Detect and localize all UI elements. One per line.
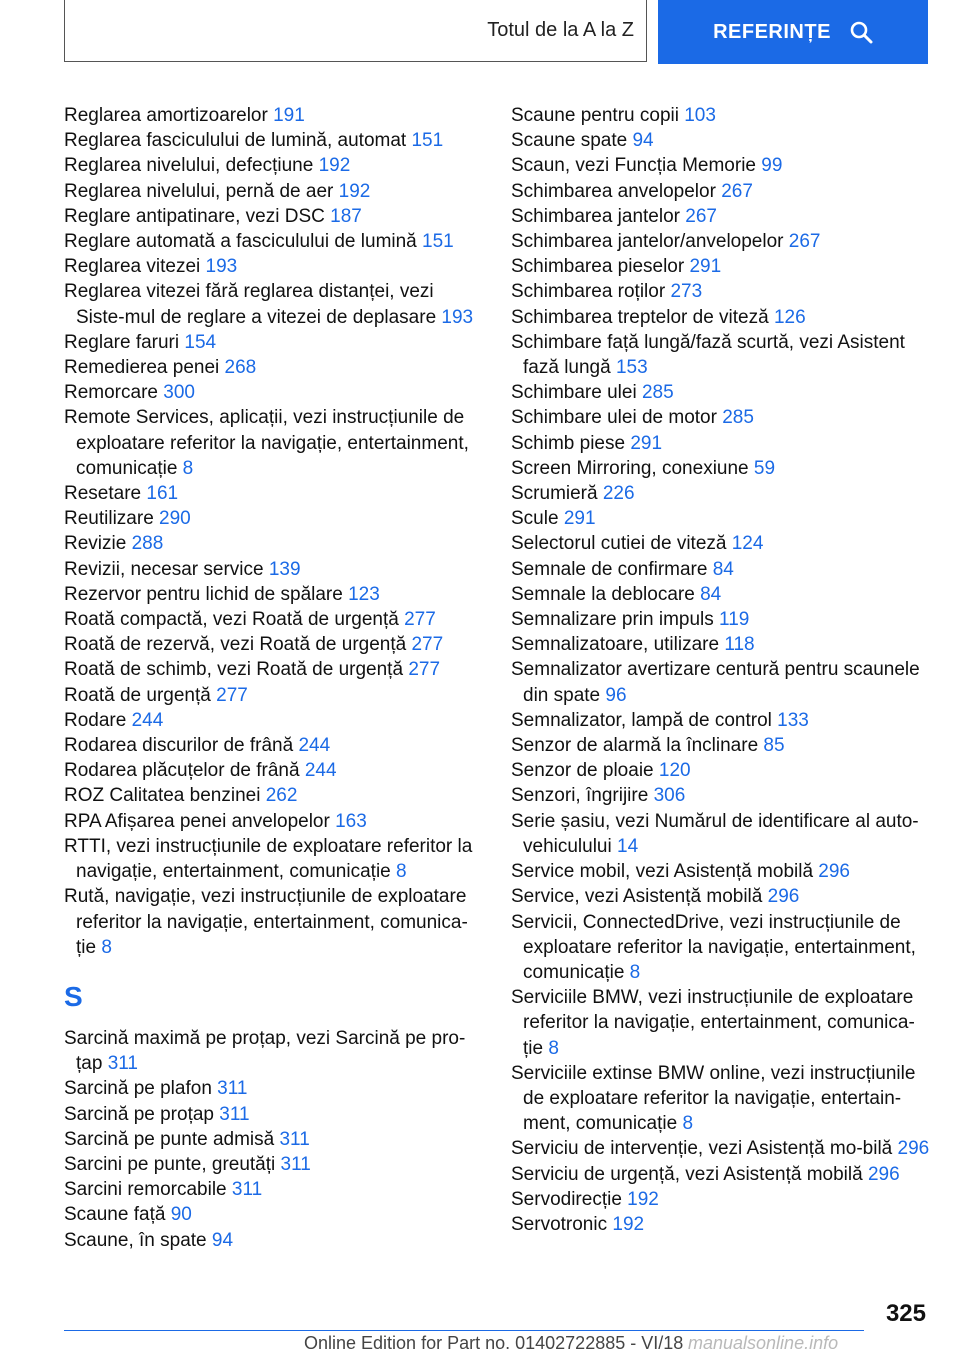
index-entry-text: Revizii, necesar service — [64, 558, 269, 580]
edition-text: Online Edition for Part no. 01402722885 - VI/18 — [304, 1333, 684, 1353]
index-entry — [511, 1061, 931, 1137]
index-entry — [511, 1212, 931, 1237]
page-reference-link[interactable]: 124 — [731, 533, 764, 555]
page-reference-link[interactable]: 85 — [763, 735, 785, 757]
index-entry — [64, 405, 484, 481]
index-entry — [511, 1136, 931, 1161]
index-entry — [64, 1152, 484, 1177]
page-reference-link[interactable]: 291 — [689, 256, 722, 278]
page-reference-link[interactable]: 244 — [304, 760, 337, 782]
page-reference-link[interactable]: 84 — [712, 558, 734, 580]
search-icon[interactable] — [849, 20, 873, 44]
index-entry — [64, 834, 484, 884]
page-reference-link[interactable]: 277 — [404, 609, 436, 631]
index-entry-text: Reutilizare — [64, 508, 160, 530]
index-entry — [64, 1177, 484, 1202]
index-entry — [511, 1187, 931, 1212]
index-entry — [64, 128, 484, 153]
index-entry — [64, 229, 484, 254]
page-reference-link[interactable]: 192 — [627, 1188, 659, 1210]
index-list-r — [64, 103, 484, 960]
index-entry-text: Reglarea vitezei fără reglarea distanței, vezi Siste-mul de reglare a vitezei de deplasare — [64, 281, 442, 328]
page-reference-link[interactable]: 311 — [217, 1078, 248, 1100]
index-entry-text: Serviciile BMW, vezi instrucțiunile de exploatare referitor la navigație, entertainment, comunica-ție — [511, 987, 915, 1059]
page-reference-link[interactable]: 94 — [632, 130, 654, 152]
page-reference-link[interactable]: 306 — [653, 785, 686, 807]
page-reference-link[interactable]: 8 — [101, 936, 112, 958]
index-entry-text: Service, vezi Asistență mobilă — [511, 886, 768, 908]
page-reference-link[interactable]: 296 — [897, 1138, 930, 1160]
page-reference-link[interactable]: 267 — [721, 180, 753, 202]
index-entry — [511, 153, 931, 178]
index-entry — [64, 330, 484, 355]
index-entry-text: Reglarea nivelului, pernă de aer — [64, 180, 339, 202]
page-reference-link[interactable]: 118 — [724, 634, 755, 656]
page-reference-link[interactable]: 244 — [298, 735, 331, 757]
index-entry-text: Sarcini remorcabile — [64, 1179, 232, 1201]
index-entry — [64, 1202, 484, 1227]
index-entry — [64, 179, 484, 204]
index-entry-text: Rodarea plăcuțelor de frână — [64, 760, 305, 782]
index-entry-text: Scaune, în spate — [64, 1229, 212, 1251]
index-entry-text: Remorcare — [64, 382, 164, 404]
index-entry-text: RPA Afișarea penei anvelopelor — [64, 810, 336, 832]
page-reference-link[interactable]: 300 — [163, 382, 195, 404]
index-entry-text: Sarcină pe proțap — [64, 1103, 220, 1125]
page-reference-link[interactable]: 285 — [641, 382, 674, 404]
page-reference-link[interactable]: 8 — [548, 1037, 559, 1059]
index-entry — [511, 179, 931, 204]
index-entry-text: Schimbarea treptelor de viteză — [511, 306, 774, 328]
page-reference-link[interactable]: 296 — [867, 1163, 900, 1185]
page-reference-link[interactable]: 151 — [411, 130, 444, 152]
page-reference-link[interactable]: 277 — [411, 634, 444, 656]
index-entry-text: Semnalizatoare, utilizare — [511, 634, 725, 656]
index-entry — [64, 582, 484, 607]
index-entry-text: Sarcină pe punte admisă — [64, 1128, 280, 1150]
index-entry-text: Sarcini pe punte, greutăți — [64, 1153, 281, 1175]
page-reference-link[interactable]: 192 — [338, 180, 371, 202]
index-entry-text: Roată de schimb, vezi Roată de urgență — [64, 659, 409, 681]
index-column-right — [511, 103, 931, 1237]
section-letter: S — [64, 980, 83, 1012]
page-number: 325 — [885, 1300, 926, 1327]
index-entry-text: Semnale de confirmare — [511, 558, 713, 580]
index-entry — [64, 204, 484, 229]
index-entry — [511, 607, 931, 632]
index-entry-text: Sarcină maximă pe proțap, vezi Sarcină pe pro-țap — [64, 1027, 466, 1075]
index-entry — [64, 153, 484, 178]
index-entry — [511, 254, 931, 279]
index-entry — [64, 884, 484, 960]
page-reference-link[interactable]: 103 — [684, 105, 716, 126]
index-entry — [64, 1102, 484, 1127]
index-entry — [511, 330, 931, 380]
index-entry-text: Reglare antipatinare, vezi DSC — [64, 205, 331, 227]
page-reference-link[interactable]: 244 — [131, 709, 164, 731]
page-reference-link[interactable]: 192 — [318, 155, 351, 177]
index-entry-text: Reglare automată a fasciculului de lumină — [64, 231, 423, 253]
index-entry — [64, 758, 484, 783]
index-entry-text: Roată de rezervă, vezi Roată de urgență — [64, 634, 412, 656]
index-entry — [64, 733, 484, 758]
index-entry — [64, 683, 484, 708]
watermark: manualsonline.info — [688, 1333, 839, 1353]
index-column-left — [64, 103, 484, 1253]
index-entry — [511, 632, 931, 657]
index-entry — [511, 128, 931, 153]
index-entry — [511, 809, 931, 859]
index-entry-text: ROZ Calitatea benzinei — [64, 785, 266, 807]
footer-divider — [64, 1330, 864, 1331]
index-entry-text: Scaune pentru copii — [511, 105, 685, 126]
page-reference-link[interactable]: 311 — [280, 1153, 311, 1175]
page-reference-link[interactable]: 119 — [719, 609, 750, 631]
page-reference-link[interactable]: 262 — [265, 785, 298, 807]
page-reference-link[interactable]: 226 — [602, 483, 635, 505]
page-reference-link[interactable]: 277 — [216, 684, 248, 706]
page-reference-link[interactable]: 311 — [231, 1179, 263, 1201]
index-entry — [64, 1228, 484, 1253]
index-entry-text: Revizie — [64, 533, 132, 555]
index-entry-text: Semnale la deblocare — [511, 583, 701, 605]
index-entry — [64, 380, 484, 405]
index-entry-text: Schimb piese — [511, 432, 631, 454]
index-entry-text: Scaun, vezi Funcția Memorie — [511, 155, 762, 177]
index-entry-text: Senzor de ploaie — [511, 760, 659, 782]
index-entry-text: Selectorul cutiei de viteză — [511, 533, 732, 555]
index-entry — [511, 733, 931, 758]
index-entry — [511, 456, 931, 481]
index-entry — [64, 557, 484, 582]
page-reference-link[interactable]: 120 — [658, 760, 691, 782]
page-reference-link[interactable]: 90 — [170, 1204, 192, 1226]
index-entry — [511, 582, 931, 607]
page-reference-link[interactable]: 8 — [396, 861, 407, 883]
index-entry-text: Serviciu de intervenție, vezi Asistență mo-bilă — [511, 1138, 898, 1160]
index-entry-text: Service mobil, vezi Asistență mobilă — [511, 861, 819, 883]
index-entry-text: Rodarea discurilor de frână — [64, 735, 299, 757]
index-entry — [511, 758, 931, 783]
index-entry-text: RTTI, vezi instrucțiunile de exploatare referitor la navigație, entertainment, comunicație — [64, 835, 473, 883]
index-entry-text: Reglarea amortizoarelor — [64, 105, 274, 126]
index-entry-text: Rodare — [64, 709, 132, 731]
page-reference-link[interactable]: 153 — [615, 357, 648, 379]
page-reference-link[interactable]: 163 — [335, 810, 367, 832]
index-entry-text: Screen Mirroring, conexiune — [511, 457, 754, 479]
index-entry-text: Schimbare ulei de motor — [511, 407, 723, 429]
page-reference-link[interactable]: 126 — [773, 306, 806, 328]
index-entry — [511, 279, 931, 304]
tab-references[interactable] — [658, 0, 928, 64]
index-entry-text: Schimbare ulei — [511, 382, 642, 404]
index-entry-text: Roată compactă, vezi Roată de urgență — [64, 609, 405, 631]
index-entry — [511, 481, 931, 506]
index-entry — [511, 859, 931, 884]
index-entry-text: Rută, navigație, vezi instrucțiunile de exploatare referitor la navigație, entertainment, comunica-ție — [64, 886, 468, 958]
page-reference-link[interactable]: 8 — [182, 457, 194, 479]
index-entry-text: Sarcină pe plafon — [64, 1078, 218, 1100]
index-entry-text: Remedierea penei — [64, 357, 225, 379]
tab-index-a-z[interactable] — [64, 0, 647, 62]
index-entry — [64, 1076, 484, 1101]
page-reference-link[interactable]: 139 — [268, 558, 301, 580]
index-entry-text: Schimbarea jantelor — [511, 205, 686, 227]
index-entry — [511, 506, 931, 531]
page-reference-link[interactable]: 311 — [219, 1103, 250, 1125]
index-entry — [511, 1162, 931, 1187]
index-entry — [64, 103, 484, 128]
page-reference-link[interactable]: 193 — [205, 256, 238, 278]
page-reference-link[interactable]: 291 — [563, 508, 596, 530]
page-reference-link[interactable]: 191 — [273, 105, 305, 126]
tab-references-label: REFERINȚE — [713, 20, 831, 43]
page-reference-link[interactable]: 94 — [211, 1229, 234, 1251]
index-entry — [511, 531, 931, 556]
index-entry — [511, 557, 931, 582]
index-entry-text: Servodirecție — [511, 1188, 628, 1210]
index-entry — [511, 229, 931, 254]
page-reference-link[interactable]: 123 — [348, 583, 380, 605]
page-reference-link[interactable]: 187 — [330, 205, 362, 227]
index-entry-text: Reglarea vitezei — [64, 256, 206, 278]
index-entry — [511, 305, 931, 330]
index-entry — [511, 708, 931, 733]
index-entry — [64, 506, 484, 531]
index-entry-text: Semnalizare prin impuls — [511, 609, 720, 631]
index-entry — [64, 1127, 484, 1152]
page-reference-link[interactable]: 296 — [818, 861, 850, 883]
index-entry-text: Semnalizator avertizare centură pentru scaunele din spate — [511, 659, 920, 706]
index-entry-text: Roată de urgență — [64, 684, 217, 706]
index-list-s — [64, 1026, 484, 1253]
index-entry — [64, 632, 484, 657]
page-reference-link[interactable]: 296 — [767, 886, 800, 908]
index-entry-text: Rezervor pentru lichid de spălare — [64, 583, 349, 605]
index-entry — [64, 254, 484, 279]
index-entry-text: Serviciile extinse BMW online, vezi instrucțiunile de exploatare referitor la navigație, entertain-ment, comunicație — [511, 1062, 916, 1135]
index-entry-text: Remote Services, aplicații, vezi instrucțiunile de exploatare referitor la navigație, entertainment, comunicație — [64, 407, 469, 479]
index-entry — [511, 380, 931, 405]
page-reference-link[interactable]: 96 — [605, 684, 627, 706]
page-reference-link[interactable]: 311 — [107, 1053, 138, 1075]
page-reference-link[interactable]: 8 — [629, 961, 641, 983]
index-entry-text: Servicii, ConnectedDrive, vezi instrucțiunile de exploatare referitor la navigație, entertainment, comunicație — [511, 911, 916, 983]
page-reference-link[interactable]: 133 — [777, 709, 809, 731]
index-entry-text: Schimbarea jantelor/anvelopelor — [511, 231, 789, 253]
index-entry-text: Scaune față — [64, 1204, 171, 1226]
index-entry-text: Schimbare față lungă/fază scurtă, vezi Asistent fază lungă — [511, 331, 905, 379]
index-entry — [64, 279, 484, 329]
index-entry — [64, 783, 484, 808]
tab-index-label: Totul de la A la Z — [487, 19, 634, 41]
page-reference-link[interactable]: 8 — [682, 1113, 694, 1135]
page-header — [64, 0, 928, 64]
page-reference-link[interactable]: 285 — [722, 407, 754, 429]
index-entry — [511, 783, 931, 808]
index-entry-text: Schimbarea anvelopelor — [511, 180, 722, 202]
index-entry-text: Reglarea fasciculului de lumină, automat — [64, 130, 412, 152]
index-entry — [64, 809, 484, 834]
index-entry-text: Scaune spate — [511, 130, 633, 152]
index-entry-text: Scule — [511, 508, 564, 530]
index-entry — [64, 355, 484, 380]
index-entry-text: Schimbarea roților — [511, 281, 671, 303]
index-entry — [64, 607, 484, 632]
page-reference-link[interactable]: 291 — [630, 432, 663, 454]
index-entry-text: Serie șasiu, vezi Numărul de identificare al auto-vehiculului — [511, 810, 919, 857]
index-entry — [511, 405, 931, 430]
index-entry-text: Scrumieră — [511, 483, 603, 505]
index-entry-text: Schimbarea pieselor — [511, 256, 690, 278]
index-entry — [511, 103, 931, 128]
index-entry — [511, 910, 931, 986]
index-entry — [64, 1026, 484, 1076]
page-reference-link[interactable]: 99 — [761, 155, 783, 177]
page-reference-link[interactable]: 84 — [700, 583, 722, 605]
page-reference-link[interactable]: 154 — [184, 331, 217, 353]
index-entry-text: Semnalizator, lampă de control — [511, 709, 778, 731]
page-reference-link[interactable]: 273 — [670, 281, 703, 303]
page-reference-link[interactable]: 193 — [441, 306, 474, 328]
index-entry — [511, 884, 931, 909]
page-reference-link[interactable]: 267 — [685, 205, 717, 227]
page-reference-link[interactable]: 288 — [131, 533, 164, 555]
index-entry — [64, 708, 484, 733]
index-entry — [64, 531, 484, 556]
index-entry — [64, 657, 484, 682]
index-entry-text: Resetare — [64, 483, 147, 505]
page-reference-link[interactable]: 151 — [422, 231, 454, 253]
page-reference-link[interactable]: 268 — [224, 357, 257, 379]
index-entry-text: Senzori, îngrijire — [511, 785, 654, 807]
index-entry-text: Reglare faruri — [64, 331, 185, 353]
page-reference-link[interactable]: 311 — [279, 1128, 310, 1150]
page-reference-link[interactable]: 277 — [408, 659, 441, 681]
index-entry — [511, 985, 931, 1061]
index-list-s-continued — [511, 103, 931, 1237]
index-entry — [511, 657, 931, 707]
page-reference-link[interactable]: 14 — [617, 835, 639, 857]
index-entry — [64, 481, 484, 506]
index-entry-text: Senzor de alarmă la înclinare — [511, 735, 764, 757]
page-reference-link[interactable]: 59 — [753, 457, 776, 479]
index-entry-text: Reglarea nivelului, defecțiune — [64, 155, 319, 177]
index-entry-text: Serviciu de urgență, vezi Asistență mobilă — [511, 1163, 868, 1185]
index-entry — [511, 204, 931, 229]
page-reference-link[interactable]: 267 — [788, 231, 821, 253]
page-reference-link[interactable]: 290 — [159, 508, 191, 530]
page-reference-link[interactable]: 192 — [612, 1213, 645, 1235]
index-entry-text: Servotronic — [511, 1213, 613, 1235]
index-entry — [511, 431, 931, 456]
page-reference-link[interactable]: 161 — [146, 483, 179, 505]
